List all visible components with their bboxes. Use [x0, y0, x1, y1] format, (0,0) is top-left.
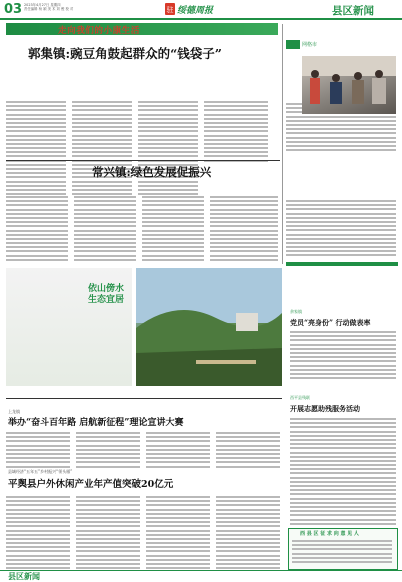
article2-col1 [6, 196, 68, 263]
article1-title: 郭集镇:豌豆角鼓起群众的“钱袋子” [28, 46, 222, 61]
photo-caption: 依山傍水 生态宜居 [88, 284, 125, 305]
section-title: 县区新闻 [332, 5, 374, 17]
article3-kicker: 上龙镇 [8, 409, 20, 414]
logo-text: 绥德周报 [177, 6, 214, 16]
side-column-label: 网格市 [302, 42, 318, 48]
news-photo-1 [302, 56, 396, 114]
info-box-lines [292, 540, 392, 565]
right2-kicker: 西平县残联 [290, 395, 310, 400]
article4-kicker: 县域经济“五年五”乡村振兴“领头雁” [8, 469, 73, 474]
banner-title: 走向我们的小康生活 [58, 25, 140, 36]
right1-text [290, 331, 396, 381]
article2-title: 常兴镇:绿色发展促振兴 [92, 165, 212, 179]
article1-col1 [6, 101, 66, 197]
article2-col3 [142, 196, 204, 263]
right2-text [290, 418, 396, 527]
side-column-label-box [286, 40, 300, 49]
right-box-1 [286, 262, 398, 266]
footer-rule [0, 570, 402, 571]
article3-col2 [76, 432, 140, 470]
article1-col4 [204, 101, 268, 164]
newspaper-logo [165, 2, 227, 17]
issue-date: 2023年4月27日 星期四 [24, 3, 61, 7]
article3-title: 举办“奋斗百年路 启航新征程”理论宣讲大赛 [8, 418, 184, 428]
landscape-photo [136, 268, 282, 386]
issue-editors: 责任编辑 杨 颖 美 术 刘 俊 校 对 [24, 7, 74, 12]
side-column-text2 [286, 200, 396, 259]
article4-title: 平舆县户外休闲产业年产值突破20亿元 [8, 479, 174, 490]
svg-text:驻: 驻 [166, 6, 174, 14]
article4-col4 [216, 496, 280, 571]
article3-col4 [216, 432, 280, 470]
footer-section: 县区新闻 [8, 572, 40, 581]
article1-col2 [72, 101, 132, 197]
right2-title: 开展志愿助残服务活动 [290, 404, 360, 413]
article4-col2 [76, 496, 140, 571]
article3-col3 [146, 432, 210, 470]
header-rule [0, 18, 402, 20]
article1-col3 [138, 101, 198, 197]
right1-title: 党员“亮身份” 行动做表率 [290, 318, 371, 327]
page-number: 03 [4, 2, 23, 17]
issue-meta [24, 3, 73, 11]
article3-col1 [6, 432, 70, 470]
article3-top-rule [6, 398, 282, 399]
column-divider [282, 24, 283, 264]
right1-kicker: 余家镇 [290, 309, 302, 314]
info-box-title: 西 县 区 征 求 向 意 见 人 [300, 531, 359, 537]
article2-col2 [74, 196, 136, 263]
article2-top-rule [6, 160, 280, 161]
article4-col1 [6, 496, 70, 571]
article2-col4 [210, 196, 278, 263]
article4-col3 [146, 496, 210, 571]
column-banner [6, 23, 278, 35]
